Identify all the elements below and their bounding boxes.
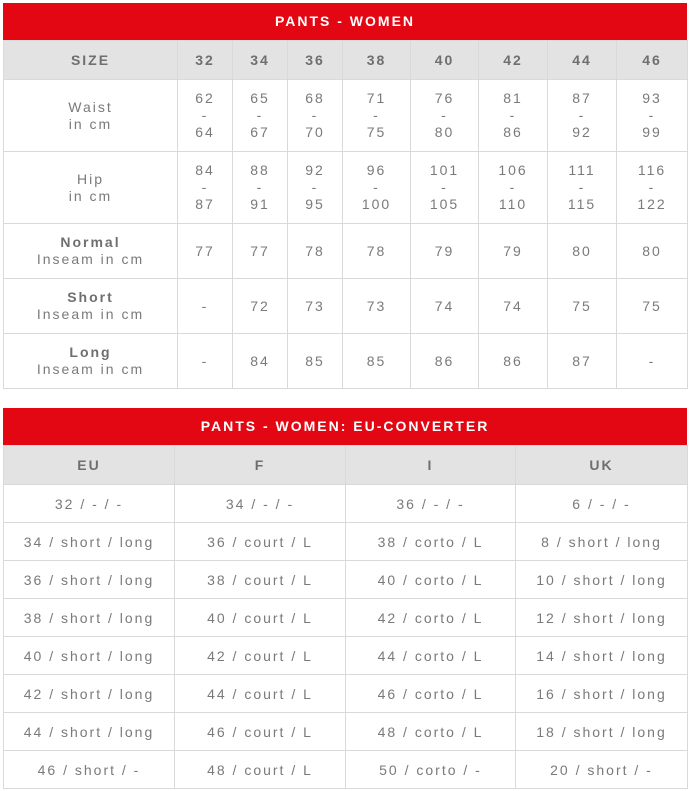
short-inseam-cell: 73 — [343, 279, 411, 334]
hip-range-part: 101 — [429, 162, 460, 178]
waist-range-part: 71 — [366, 90, 387, 106]
waist-range-part: 62 — [195, 90, 215, 106]
converter-cell: 38 / short / long — [4, 599, 175, 637]
converter-cell: 12 / short / long — [516, 599, 688, 637]
header-uk: UK — [516, 446, 688, 485]
long-label: Long — [69, 344, 112, 360]
header-i: I — [346, 446, 516, 485]
header-f: F — [175, 446, 346, 485]
waist-range-part: 65 — [250, 90, 270, 106]
waist-value-cell — [411, 80, 479, 152]
hip-value-cell — [617, 152, 688, 224]
converter-cell: 10 / short / long — [516, 561, 688, 599]
hip-range-part: 84 — [195, 162, 215, 178]
hip-label: Hip — [76, 170, 104, 187]
hip-value-cell — [548, 152, 617, 224]
converter-cell: 40 / short / long — [4, 637, 175, 675]
converter-cell: 34 / short / long — [4, 523, 175, 561]
hip-range-part: 105 — [429, 196, 460, 212]
short-unit: Inseam in cm — [36, 306, 145, 322]
converter-cell: 18 / short / long — [516, 713, 688, 751]
waist-unit: in cm — [68, 115, 113, 132]
short-inseam-cell: 73 — [288, 279, 343, 334]
hip-range-part: 88 — [250, 162, 270, 178]
waist-value-cell — [479, 80, 548, 152]
waist-value-cell — [288, 80, 343, 152]
size-table — [3, 3, 687, 389]
waist-range-part: 86 — [503, 124, 523, 140]
converter-row — [4, 713, 688, 751]
converter-cell: 42 / corto / L — [346, 599, 516, 637]
converter-header-row — [4, 446, 688, 485]
converter-row — [4, 485, 688, 523]
normal-inseam-cell: 78 — [343, 224, 411, 279]
hip-range-part: - — [201, 179, 209, 195]
waist-range-part: 68 — [305, 90, 325, 106]
hip-range-part: - — [578, 179, 586, 195]
converter-cell: 40 / corto / L — [346, 561, 516, 599]
normal-inseam-cell: 79 — [411, 224, 479, 279]
converter-cell: 44 / corto / L — [346, 637, 516, 675]
long-inseam-cell: 85 — [288, 334, 343, 389]
hip-range-part: 87 — [195, 196, 215, 212]
converter-cell: 42 / short / long — [4, 675, 175, 713]
normal-label: Normal — [60, 234, 121, 250]
converter-cell: 20 / short / - — [516, 751, 688, 789]
waist-range-part: - — [373, 107, 380, 123]
converter-cell: 36 / - / - — [346, 485, 516, 523]
hip-range-part: 91 — [250, 196, 270, 212]
long-inseam-cell: 86 — [411, 334, 479, 389]
hip-value-cell — [479, 152, 548, 224]
long-unit: Inseam in cm — [36, 361, 145, 377]
short-inseam-cell: 75 — [548, 279, 617, 334]
hip-range-part: 122 — [637, 196, 667, 212]
waist-value-cell — [178, 80, 233, 152]
hip-range-part: - — [311, 179, 319, 195]
waist-range-part: 76 — [434, 90, 455, 106]
waist-range-part: - — [311, 107, 319, 123]
converter-table-title: PANTS - WOMEN: EU-CONVERTER — [3, 408, 687, 445]
hip-range-part: - — [509, 179, 517, 195]
waist-range-part: - — [648, 107, 656, 123]
converter-cell: 34 / - / - — [175, 485, 346, 523]
hip-unit: in cm — [68, 187, 113, 204]
hip-range-part: 100 — [361, 196, 392, 212]
hip-range-part: - — [373, 179, 380, 195]
converter-row — [4, 637, 688, 675]
size-38: 38 — [343, 41, 411, 80]
converter-cell: 46 / short / - — [4, 751, 175, 789]
short-inseam-cell: 75 — [617, 279, 688, 334]
size-44: 44 — [548, 41, 617, 80]
converter-cell: 36 / court / L — [175, 523, 346, 561]
normal-label-cell — [4, 224, 178, 279]
waist-label: Waist — [68, 98, 113, 115]
converter-cell: 50 / corto / - — [346, 751, 516, 789]
hip-range-part: 95 — [305, 196, 325, 212]
hip-value-cell — [288, 152, 343, 224]
waist-range-part: 75 — [366, 124, 387, 140]
short-inseam-cell: - — [178, 279, 233, 334]
size-36: 36 — [288, 41, 343, 80]
hip-value-cell — [178, 152, 233, 224]
waist-range-part: - — [578, 107, 586, 123]
hip-range-part: 92 — [305, 162, 325, 178]
waist-value-cell — [617, 80, 688, 152]
waist-label-cell — [4, 80, 178, 152]
size-32: 32 — [178, 41, 233, 80]
waist-range-part: - — [509, 107, 517, 123]
waist-range-part: 87 — [572, 90, 592, 106]
waist-range-part: 93 — [642, 90, 662, 106]
hip-range-part: 111 — [568, 162, 596, 178]
converter-cell: 44 / short / long — [4, 713, 175, 751]
size-header-row — [4, 41, 688, 80]
converter-cell: 46 / court / L — [175, 713, 346, 751]
normal-unit: Inseam in cm — [36, 251, 145, 267]
hip-range-part: - — [648, 179, 656, 195]
normal-inseam-cell: 79 — [479, 224, 548, 279]
size-40: 40 — [411, 41, 479, 80]
short-inseam-cell: 72 — [233, 279, 288, 334]
converter-cell: 48 / corto / L — [346, 713, 516, 751]
normal-inseam-cell: 77 — [178, 224, 233, 279]
waist-range-part: 99 — [642, 124, 662, 140]
waist-value-cell — [343, 80, 411, 152]
normal-inseam-cell: 80 — [548, 224, 617, 279]
hip-range-part: 115 — [567, 196, 597, 212]
converter-cell: 46 / corto / L — [346, 675, 516, 713]
size-label: SIZE — [4, 41, 178, 80]
waist-range-part: - — [441, 107, 448, 123]
waist-range-part: - — [256, 107, 264, 123]
hip-label-cell — [4, 152, 178, 224]
long-inseam-cell: 84 — [233, 334, 288, 389]
converter-cell: 42 / court / L — [175, 637, 346, 675]
waist-range-part: 80 — [434, 124, 455, 140]
converter-cell: 16 / short / long — [516, 675, 688, 713]
long-inseam-cell: 86 — [479, 334, 548, 389]
header-eu: EU — [4, 446, 175, 485]
converter-row — [4, 675, 688, 713]
short-inseam-cell: 74 — [411, 279, 479, 334]
hip-range-part: - — [256, 179, 264, 195]
converter-cell: 36 / short / long — [4, 561, 175, 599]
converter-cell: 32 / - / - — [4, 485, 175, 523]
converter-cell: 44 / court / L — [175, 675, 346, 713]
converter-cell: 8 / short / long — [516, 523, 688, 561]
hip-value-cell — [411, 152, 479, 224]
size-grid — [3, 40, 688, 389]
short-label-cell — [4, 279, 178, 334]
long-inseam-cell: - — [178, 334, 233, 389]
hip-row — [4, 152, 688, 224]
size-table-title: PANTS - WOMEN — [3, 3, 687, 40]
short-label: Short — [67, 289, 114, 305]
long-inseam-cell: 85 — [343, 334, 411, 389]
converter-cell: 6 / - / - — [516, 485, 688, 523]
converter-grid — [3, 445, 688, 789]
converter-cell: 38 / court / L — [175, 561, 346, 599]
waist-range-part: - — [201, 107, 209, 123]
size-34: 34 — [233, 41, 288, 80]
converter-cell: 48 / court / L — [175, 751, 346, 789]
waist-range-part: 70 — [305, 124, 325, 140]
waist-value-cell — [233, 80, 288, 152]
waist-range-part: 64 — [195, 124, 215, 140]
short-row — [4, 279, 688, 334]
converter-cell: 38 / corto / L — [346, 523, 516, 561]
converter-cell: 40 / court / L — [175, 599, 346, 637]
hip-value-cell — [343, 152, 411, 224]
long-row — [4, 334, 688, 389]
long-label-cell — [4, 334, 178, 389]
hip-range-part: 106 — [498, 162, 528, 178]
waist-range-part: 92 — [572, 124, 592, 140]
hip-range-part: - — [441, 179, 448, 195]
hip-range-part: 116 — [637, 162, 667, 178]
size-46: 46 — [617, 41, 688, 80]
hip-range-part: 110 — [498, 196, 528, 212]
long-inseam-cell: 87 — [548, 334, 617, 389]
waist-row — [4, 80, 688, 152]
converter-row — [4, 523, 688, 561]
hip-range-part: 96 — [366, 162, 387, 178]
converter-row — [4, 599, 688, 637]
long-inseam-cell: - — [617, 334, 688, 389]
normal-inseam-cell: 78 — [288, 224, 343, 279]
normal-inseam-cell: 80 — [617, 224, 688, 279]
normal-row — [4, 224, 688, 279]
hip-value-cell — [233, 152, 288, 224]
converter-row — [4, 751, 688, 789]
normal-inseam-cell: 77 — [233, 224, 288, 279]
size-42: 42 — [479, 41, 548, 80]
waist-value-cell — [548, 80, 617, 152]
converter-row — [4, 561, 688, 599]
waist-range-part: 67 — [250, 124, 270, 140]
converter-cell: 14 / short / long — [516, 637, 688, 675]
short-inseam-cell: 74 — [479, 279, 548, 334]
waist-range-part: 81 — [503, 90, 523, 106]
converter-table — [3, 408, 687, 789]
